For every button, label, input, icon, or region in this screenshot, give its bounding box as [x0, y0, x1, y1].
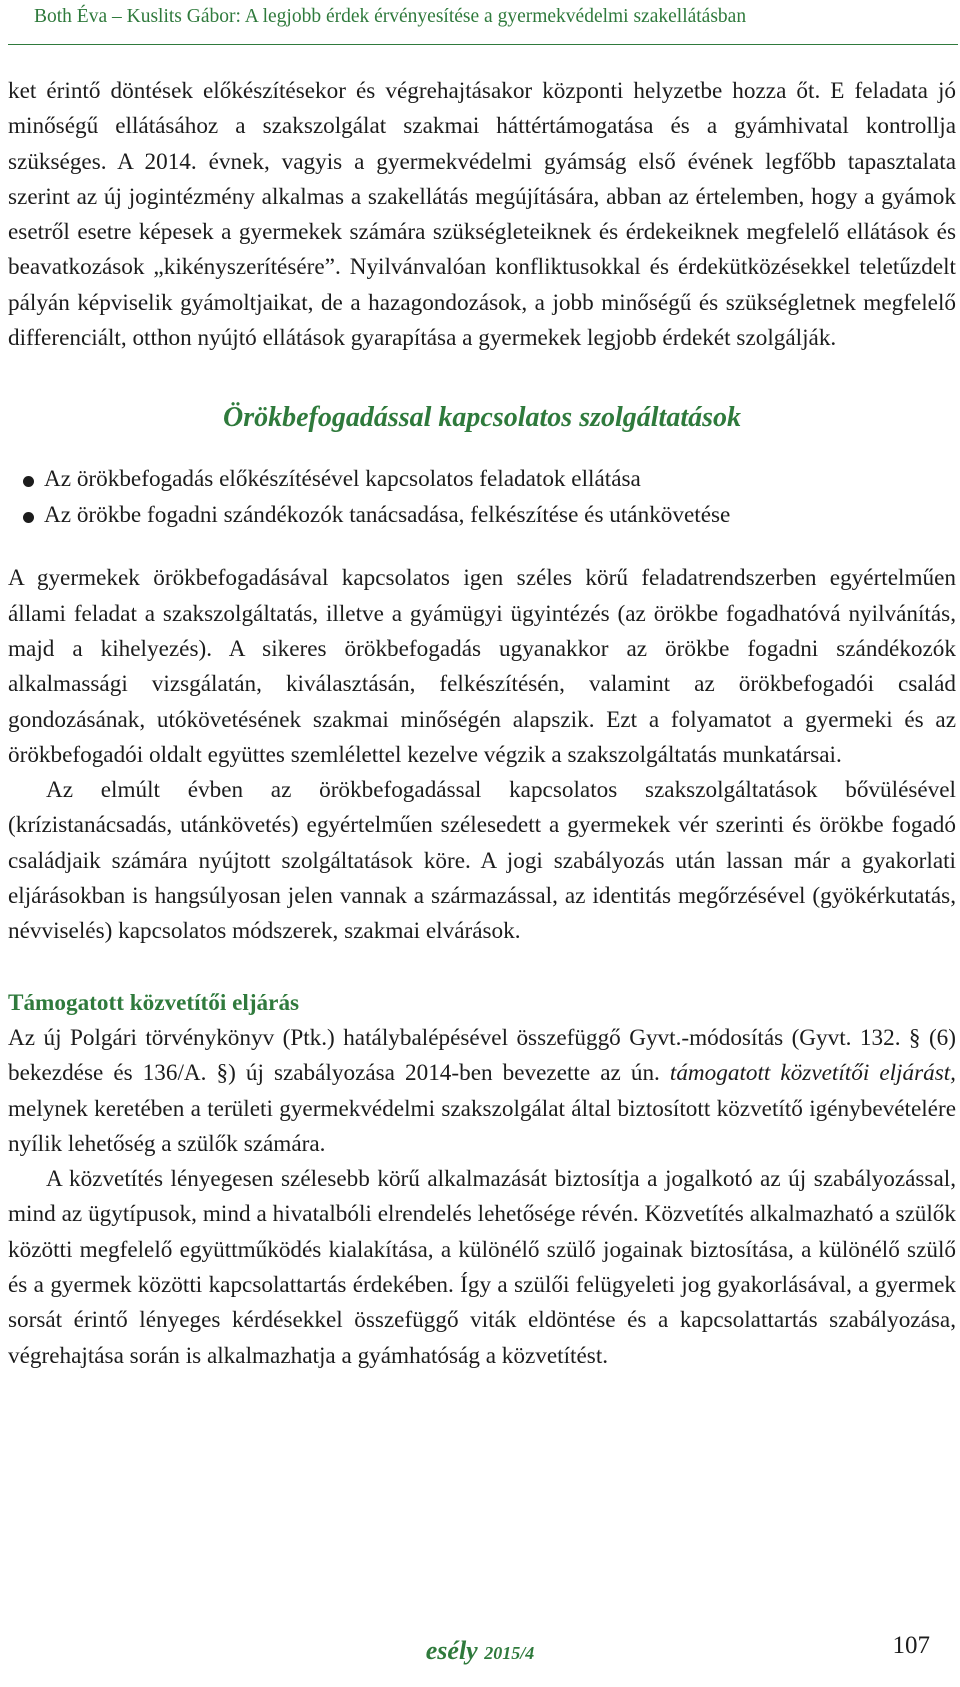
paragraph-mediation-2: A közvetítés lényegesen szélesebb körű alkalmazását biztosítja a jogalkotó az új szabályozással, mind az ügytípusok, mind a hivatalbóli elrendelés lehetősége révén. Közvetítés alkalmazható a szülők közötti megfelelő együttműködés kialakítása, a különélő szülő jogainak biztosítása, a különélő szülő és a gyermek közötti kapcsolattartás érdekében. Így a szülői felügyeleti jog gyakorlásával, a gyermek sorsát érintő lényeges kérdésekkel összefüggő viták eldöntése és a kapcsolattartás szabályozása, végrehajtása során is alkalmazhatja a gyámhatóság a közvetítést. — [8, 1166, 956, 1369]
paragraph-mediation-1 — [8, 1021, 956, 1162]
paragraph-adoption-2: Az elmúlt évben az örökbefogadással kapcsolatos szakszolgáltatások bővülésével (krízistanácsadás, utánkövetés) egyértelműen szélesedett a gyermekek vér szerinti és örökbe fogadó családjaik számára nyújtott szolgáltatások köre. A jogi szabályozás után lassan már a gyakorlati eljárásokban is hangsúlyosan jelen vannak a származással, az identitás megőrzésével (gyökérkutatás, névviselés) kapcsolatos módszerek, szakmai elvárások. — [8, 777, 956, 945]
bullet-icon — [23, 476, 34, 487]
page-body — [8, 74, 956, 1374]
paragraph-intro: ket érintő döntések előkészítésekor és végrehajtásakor központi helyzetbe hozza őt. E feladata jó minőségű ellátásához a szakszolgálat szakmai háttértámogatása és a gyámhivatal kontrollja szükséges. A 2014. évnek, vagyis a gyermekvédelmi gyámság első évének legfőbb tapasztalata szerint az új jogintézmény alkalmas a szakellátás megújítására, abban az értelemben, hogy a gyámok esetről esetre képesek a gyermekek számára szükségleteiknek és érdekeiknek megfelelő ellátások és beavatkozások „kikényszerítésére”. Nyilvánvalóan konfliktusokkal és érdekütközésekkel teletűzdelt pályán képviselik gyámoltjaikat, de a hazagondozások, a jobb minőségű és szükségletnek megfelelő differenciált, otthon nyújtó ellátások gyarapítása a gyermekek legjobb érdekét szolgálják. — [8, 78, 956, 352]
section-title: Örökbefogadással kapcsolatos szolgáltatások — [222, 402, 742, 434]
page-number: 107 — [892, 1632, 930, 1659]
journal-name: esély — [425, 1636, 478, 1665]
list-item — [8, 498, 956, 534]
journal-issue: 2015/4 — [484, 1643, 535, 1663]
list-item — [8, 462, 956, 498]
paragraph-adoption-1: A gyermekek örökbefogadásával kapcsolatos igen széles körű feladatrendszerben egyértelműen állami feladat a szakszolgáltatás, illetve a gyámügyi ügyintézés (az örökbe fogadhatóvá nyilvánítás, majd a kihelyezés). A sikeres örökbefogadás ugyanakkor az örökbe fogadni szándékozók alkalmassági vizsgálatán, kiválasztásán, felkészítésén, valamint az örökbefogadói család gondozásának, utókövetésének szakmai minőségén alapszik. Ezt a folyamatot a gyermeki és az örökbefogadói oldalt együttes szemlélettel kezelve végzik a szakszolgáltatás munkatársai. — [8, 565, 956, 768]
list-item-text: Az örökbe fogadni szándékozók tanácsadása, felkészítése és utánkövetése — [44, 501, 731, 528]
header-divider — [8, 44, 958, 45]
journal-footer — [0, 1636, 960, 1666]
list-item-text: Az örökbefogadás előkészítésével kapcsolatos feladatok ellátása — [44, 466, 641, 493]
paragraph-text-start: Az új Polgári törvénykönyv (Ptk.) hatálybalépésével összefüggő Gyvt.-módosítás (Gyvt. 132. § (6) bekezdése és 136/A. §) új szabályozása 2014-ben bevezette az ún. — [8, 1024, 956, 1087]
italic-term: támogatott közvetítői eljárást, — [669, 1060, 956, 1087]
bullet-icon — [23, 512, 34, 523]
bullet-list — [8, 462, 956, 533]
running-header: Both Éva – Kuslits Gábor: A legjobb érdek érvényesítése a gyermekvédelmi szakellátásban — [34, 6, 747, 27]
subheading: Támogatott közvetítői eljárás — [8, 989, 300, 1016]
paragraph-text-end: melynek keretében a területi gyermekvédelmi szakszolgálat által biztosított közvetítő igénybevételére nyílik lehetőség a szülők számára. — [8, 1095, 956, 1157]
